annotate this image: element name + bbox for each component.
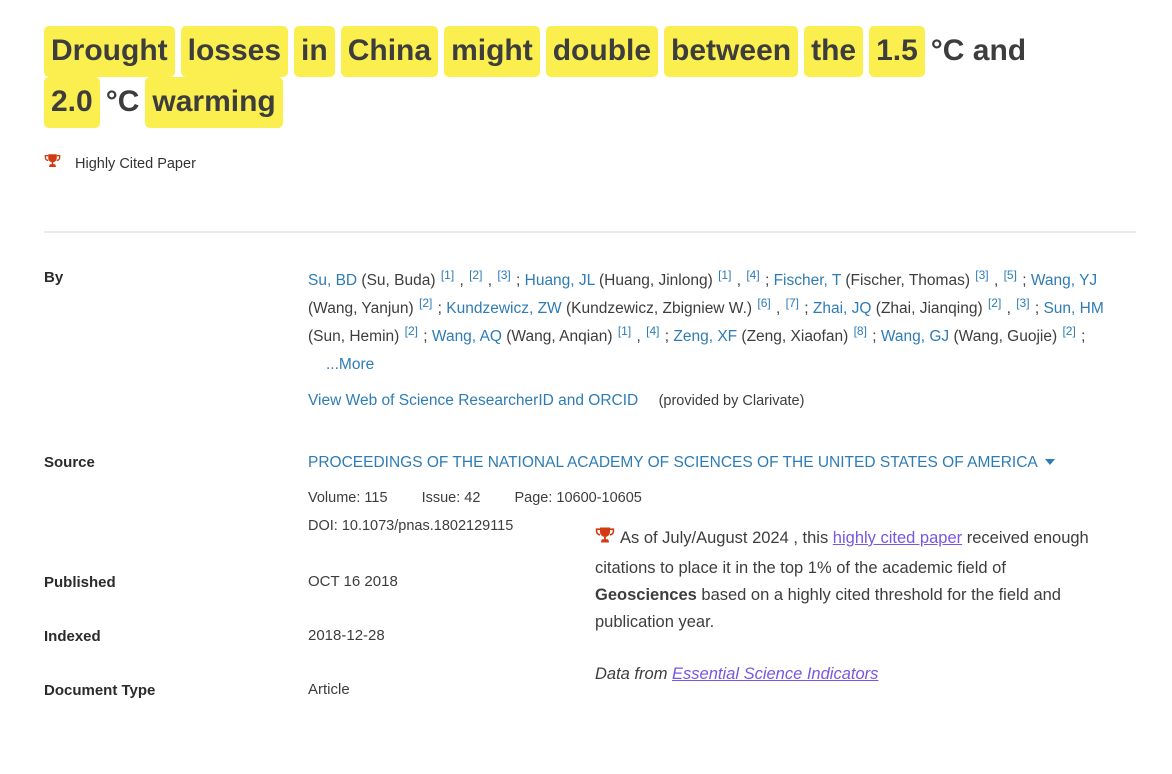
affiliation-superscript[interactable]: [1] — [440, 268, 455, 282]
by-row — [44, 267, 1136, 410]
highly-cited-paper-link[interactable]: highly cited paper — [832, 529, 963, 547]
volume-value: Volume: 115 — [308, 490, 388, 506]
author-link[interactable]: Sun, HM — [1043, 300, 1104, 317]
callout-pre-text: As of July/August 2024 , this — [620, 529, 833, 547]
affiliation-superscript[interactable]: [6] — [757, 296, 771, 310]
affiliation-superscript[interactable]: [2] — [404, 324, 418, 338]
document-type-label: Document Type — [44, 682, 156, 699]
author-link[interactable]: Wang, GJ — [880, 328, 950, 345]
title-word-highlighted: the — [804, 26, 863, 77]
affiliation-superscript[interactable]: [1] — [617, 324, 632, 338]
source-row — [44, 452, 1136, 536]
author-link[interactable]: Fischer, T — [773, 272, 842, 289]
more-authors-link[interactable]: ...More — [326, 356, 375, 373]
title-word-highlighted: might — [444, 26, 540, 77]
journal-link[interactable]: PROCEEDINGS OF THE NATIONAL ACADEMY OF SCIENCES OF THE UNITED STATES OF AMERICA — [308, 454, 1038, 471]
title-word-highlighted: losses — [181, 26, 288, 77]
affiliation-superscript[interactable]: [2] — [419, 296, 433, 310]
trophy-icon — [595, 526, 615, 555]
author-link[interactable]: Wang, AQ — [431, 328, 502, 345]
badge-label: Highly Cited Paper — [75, 155, 196, 172]
doi-value: DOI: 10.1073/pnas.1802129115 — [308, 518, 514, 534]
author-link[interactable]: Huang, JL — [524, 272, 595, 289]
highly-cited-badge — [44, 153, 1136, 174]
title-word-highlighted: Drought — [44, 26, 175, 77]
affiliation-superscript[interactable]: [2] — [469, 268, 483, 282]
affiliation-superscript[interactable]: [2] — [1062, 324, 1076, 338]
published-label: Published — [44, 574, 116, 591]
author-list: Su, BD (Su, Buda) [1] , [2] , [3] ; Huang, JL (Huang, Jinlong) [1] , [4] ; Fischer, T (Fischer, Thomas) [3] , [5] ; Wang, YJ (Wang, Yanjun) [2] ; Kundzewicz, ZW (Kundzewicz, Zbigniew W.) [6] , [7] ; Zhai, JQ (Zhai, Jianqing) [2] , [3] ; Sun, HM (Sun, Hemin) [2] ; Wang, AQ (Wang, Anqian) [1] , [4] ; Zeng, XF (Zeng, Xiaofan) [8] ; Wang, GJ (Wang, Guojie) [2] ; ...More — [308, 268, 1104, 373]
document-type-value: Article — [308, 681, 350, 698]
title-word-highlighted: 1.5 — [869, 26, 925, 77]
title-word-highlighted: double — [546, 26, 658, 77]
affiliation-superscript[interactable]: [4] — [646, 324, 660, 338]
affiliation-superscript[interactable]: [5] — [1003, 268, 1017, 282]
title-word-highlighted: between — [664, 26, 798, 77]
title-word: °C and — [930, 34, 1027, 67]
title-word-highlighted: China — [341, 26, 438, 77]
indexed-label: Indexed — [44, 628, 101, 645]
affiliation-superscript[interactable]: [4] — [746, 268, 760, 282]
paper-title — [44, 26, 1136, 128]
data-from-text: Data from — [595, 665, 673, 683]
affiliation-superscript[interactable]: [8] — [853, 324, 867, 338]
source-label: Source — [44, 454, 95, 471]
researcherid-line — [308, 392, 1136, 410]
indexed-value: 2018-12-28 — [308, 627, 385, 644]
details-section — [44, 267, 1136, 700]
provided-by-text: (provided by Clarivate) — [658, 393, 805, 409]
author-link[interactable]: Kundzewicz, ZW — [446, 300, 562, 317]
trophy-icon — [44, 153, 61, 174]
affiliation-superscript[interactable]: [3] — [1016, 296, 1030, 310]
author-link[interactable]: Zeng, XF — [673, 328, 738, 345]
author-link[interactable]: Wang, YJ — [1030, 272, 1098, 289]
page-value: Page: 10600-10605 — [514, 490, 642, 506]
data-from-line — [595, 661, 1100, 688]
section-divider — [44, 231, 1136, 233]
affiliation-superscript[interactable]: [3] — [975, 268, 989, 282]
by-label: By — [44, 269, 64, 286]
author-link[interactable]: Su, BD — [308, 272, 358, 289]
researcherid-link[interactable]: View Web of Science ResearcherID and ORCID — [308, 392, 639, 409]
affiliation-superscript[interactable]: [2] — [987, 296, 1002, 310]
highly-cited-callout — [595, 525, 1100, 688]
title-word-highlighted: warming — [145, 77, 282, 128]
journal-line — [308, 452, 1055, 474]
chevron-down-icon[interactable] — [1045, 459, 1055, 465]
issue-value: Issue: 42 — [421, 490, 481, 506]
published-value: OCT 16 2018 — [308, 573, 398, 590]
author-link[interactable]: Zhai, JQ — [812, 300, 872, 317]
essential-science-indicators-link[interactable]: Essential Science Indicators — [672, 665, 879, 683]
affiliation-superscript[interactable]: [3] — [497, 268, 511, 282]
affiliation-superscript[interactable]: [7] — [785, 296, 799, 310]
volume-issue-page — [308, 488, 1055, 508]
affiliation-superscript[interactable]: [1] — [718, 268, 732, 282]
title-word-highlighted: 2.0 — [44, 77, 100, 128]
title-word: °C — [105, 85, 140, 118]
title-word-highlighted: in — [294, 26, 335, 77]
callout-mid-text: received enough citations to place it in the top 1% of the academic field of — [595, 529, 1089, 577]
callout-post-text: based on a highly cited threshold for the field and publication year. — [595, 586, 1061, 631]
callout-field-name: Geosciences — [595, 586, 697, 604]
callout-text — [595, 525, 1100, 636]
